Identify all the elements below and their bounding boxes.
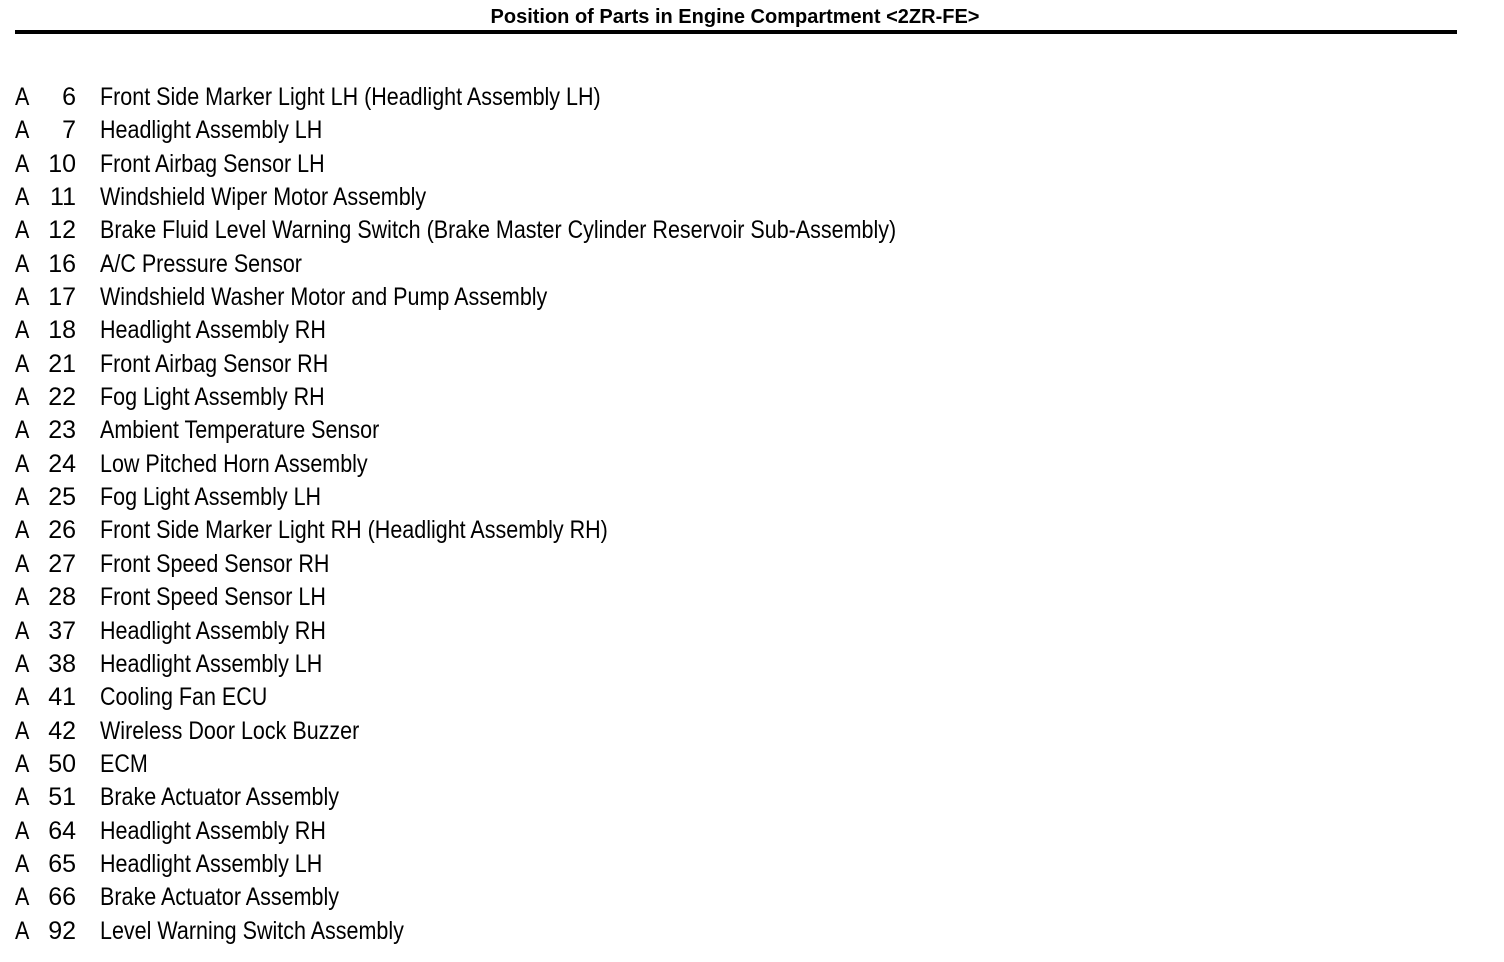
list-item (0, 381, 1480, 414)
part-number: 65 (48, 849, 76, 878)
list-item (0, 114, 1480, 147)
list-item (0, 514, 1480, 547)
part-description: Front Speed Sensor LH (100, 583, 326, 612)
part-number: 12 (48, 216, 76, 245)
list-item (0, 181, 1480, 214)
parts-list (0, 81, 1480, 948)
part-connector-code: A (15, 916, 30, 945)
list-item (0, 648, 1480, 681)
list-item (0, 214, 1480, 247)
part-description: Headlight Assembly LH (100, 116, 323, 145)
part-description: Windshield Washer Motor and Pump Assembly (100, 283, 548, 312)
part-connector-code: A (15, 116, 30, 145)
part-description: A/C Pressure Sensor (100, 249, 302, 278)
list-item (0, 248, 1480, 281)
part-number: 23 (48, 416, 76, 445)
part-description: Ambient Temperature Sensor (100, 416, 380, 445)
list-item (0, 915, 1480, 948)
part-number: 7 (62, 116, 76, 145)
page-title: Position of Parts in Engine Compartment <2ZR-FE> (490, 6, 980, 28)
list-item (0, 548, 1480, 581)
part-number: 25 (48, 483, 76, 512)
list-item (0, 781, 1480, 814)
list-item (0, 314, 1480, 347)
list-item (0, 448, 1480, 481)
part-number: 18 (48, 316, 76, 345)
part-connector-code: A (15, 749, 30, 778)
part-description: Windshield Wiper Motor Assembly (100, 183, 427, 212)
part-connector-code: A (15, 316, 30, 345)
part-number: 37 (48, 616, 76, 645)
part-number: 10 (48, 149, 76, 178)
part-connector-code: A (15, 783, 30, 812)
part-connector-code: A (15, 883, 30, 912)
part-connector-code: A (15, 283, 30, 312)
part-description: Headlight Assembly RH (100, 616, 326, 645)
title-divider (15, 30, 1457, 34)
part-connector-code: A (15, 516, 30, 545)
part-connector-code: A (15, 249, 30, 278)
part-connector-code: A (15, 149, 30, 178)
part-number: 92 (48, 916, 76, 945)
part-number: 21 (48, 349, 76, 378)
part-connector-code: A (15, 549, 30, 578)
part-description: Front Airbag Sensor LH (100, 149, 325, 178)
part-number: 17 (48, 283, 76, 312)
part-connector-code: A (15, 716, 30, 745)
part-number: 24 (48, 449, 76, 478)
list-item (0, 748, 1480, 781)
part-connector-code: A (15, 583, 30, 612)
part-number: 26 (48, 516, 76, 545)
part-description: Low Pitched Horn Assembly (100, 449, 368, 478)
part-connector-code: A (15, 349, 30, 378)
part-connector-code: A (15, 616, 30, 645)
part-description: Fog Light Assembly LH (100, 483, 322, 512)
part-number: 16 (48, 249, 76, 278)
part-number: 38 (48, 649, 76, 678)
part-description: Front Speed Sensor RH (100, 549, 330, 578)
list-item (0, 615, 1480, 648)
part-number: 6 (62, 83, 76, 111)
part-number: 28 (48, 583, 76, 612)
part-connector-code: A (15, 816, 30, 845)
part-description: Headlight Assembly LH (100, 649, 323, 678)
part-number: 66 (48, 883, 76, 912)
part-number: 41 (48, 683, 76, 712)
part-connector-code: A (15, 416, 30, 445)
list-item (0, 481, 1480, 514)
part-connector-code: A (15, 683, 30, 712)
part-connector-code: A (15, 849, 30, 878)
part-number: 22 (48, 383, 76, 412)
part-connector-code: A (15, 183, 30, 212)
part-connector-code: A (15, 649, 30, 678)
part-description: Cooling Fan ECU (100, 683, 268, 712)
part-description: Fog Light Assembly RH (100, 383, 325, 412)
part-description: Headlight Assembly RH (100, 316, 326, 345)
list-item (0, 581, 1480, 614)
list-item (0, 681, 1480, 714)
part-number: 50 (48, 749, 76, 778)
part-connector-code: A (15, 216, 30, 245)
list-item (0, 81, 1480, 114)
part-description: ECM (100, 749, 148, 778)
part-description: Wireless Door Lock Buzzer (100, 716, 360, 745)
part-description: Front Side Marker Light RH (Headlight Assembly RH) (100, 516, 608, 545)
list-item (0, 348, 1480, 381)
list-item (0, 414, 1480, 447)
part-connector-code: A (15, 83, 30, 111)
part-description: Headlight Assembly RH (100, 816, 326, 845)
part-description: Front Airbag Sensor RH (100, 349, 329, 378)
list-item (0, 848, 1480, 881)
part-number: 51 (48, 783, 76, 812)
list-item (0, 881, 1480, 914)
part-connector-code: A (15, 449, 30, 478)
part-description: Brake Actuator Assembly (100, 783, 339, 812)
list-item (0, 148, 1480, 181)
part-number: 11 (50, 183, 76, 212)
part-connector-code: A (15, 383, 30, 412)
list-item (0, 715, 1480, 748)
part-number: 27 (48, 549, 76, 578)
part-description: Brake Fluid Level Warning Switch (Brake Master Cylinder Reservoir Sub-Assembly) (100, 216, 897, 245)
list-item (0, 815, 1480, 848)
part-number: 64 (48, 816, 76, 845)
part-description: Brake Actuator Assembly (100, 883, 339, 912)
part-description: Level Warning Switch Assembly (100, 916, 404, 945)
part-number: 42 (48, 716, 76, 745)
part-description: Headlight Assembly LH (100, 849, 323, 878)
part-description: Front Side Marker Light LH (Headlight Assembly LH) (100, 83, 601, 111)
list-item (0, 281, 1480, 314)
part-connector-code: A (15, 483, 30, 512)
